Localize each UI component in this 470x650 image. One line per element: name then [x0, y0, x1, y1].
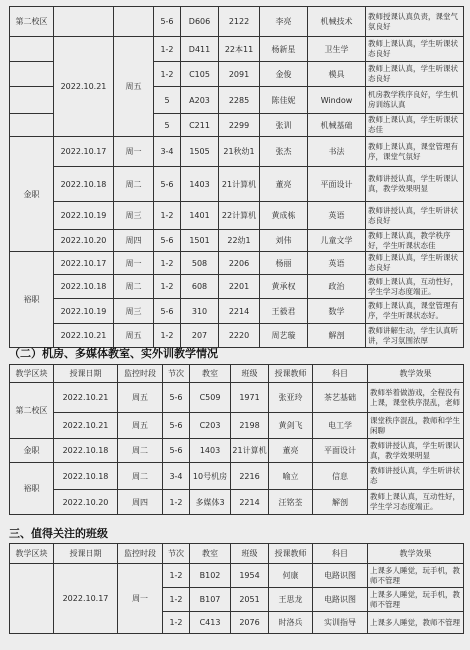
- teacher-cell: 周艺璇: [260, 324, 308, 348]
- column-header: 授课教师: [269, 544, 313, 564]
- room-cell: B107: [190, 588, 231, 612]
- room-cell: 1403: [181, 167, 219, 202]
- subject-cell: 模具: [308, 62, 366, 87]
- class-cell: 2091: [219, 62, 260, 87]
- effect-cell: 机房教学秩序良好，学生机房训练认真: [366, 87, 464, 114]
- period-cell: 1-2: [163, 612, 190, 634]
- subject-cell: 解剖: [313, 490, 368, 515]
- period-cell: 1-2: [154, 324, 181, 348]
- class-cell: 1971: [231, 383, 269, 413]
- class-cell: 2285: [219, 87, 260, 114]
- effect-cell: 课堂秩序混乱，教师和学生闲聊: [368, 413, 464, 439]
- campus-cell: 第二校区: [10, 7, 54, 37]
- table-row: [10, 167, 464, 202]
- period-cell: 5-6: [163, 383, 190, 413]
- table-row: [10, 463, 464, 490]
- room-cell: 多媒体3: [190, 490, 231, 515]
- class-cell: 2206: [219, 252, 260, 275]
- teacher-cell: 汪铭荃: [269, 490, 313, 515]
- slot-cell: 周五: [118, 383, 163, 413]
- subject-cell: 信息: [313, 463, 368, 490]
- date-cell: 2022.10.20: [54, 230, 114, 252]
- column-header: 教室: [190, 365, 231, 383]
- class-cell: 2201: [219, 275, 260, 299]
- teacher-cell: 董亮: [269, 439, 313, 463]
- room-cell: 207: [181, 324, 219, 348]
- effect-cell: 教师讲授认真，学生听讲状态良好: [366, 202, 464, 230]
- class-cell: 2214: [231, 490, 269, 515]
- subject-cell: 机械技术: [308, 7, 366, 37]
- slot-cell: [114, 7, 154, 37]
- lab-inspection-table: [9, 364, 464, 515]
- class-cell: 21秋幼1: [219, 137, 260, 167]
- column-header: 监控时段: [118, 365, 163, 383]
- room-cell: A203: [181, 87, 219, 114]
- room-cell: C211: [181, 114, 219, 137]
- class-cell: 2216: [231, 463, 269, 490]
- campus-cell: [10, 87, 54, 114]
- room-cell: C203: [190, 413, 231, 439]
- table-row: [10, 490, 464, 515]
- period-cell: 1-2: [154, 275, 181, 299]
- slot-cell: 周二: [118, 463, 163, 490]
- period-cell: 1-2: [154, 202, 181, 230]
- campus-cell: 第二校区: [10, 383, 54, 439]
- period-cell: 5: [154, 114, 181, 137]
- campus-cell: 金职: [10, 137, 54, 252]
- teacher-cell: 何康: [269, 564, 313, 588]
- subject-cell: 电路识图: [313, 588, 368, 612]
- period-cell: 5-6: [154, 230, 181, 252]
- teacher-cell: 张杰: [260, 137, 308, 167]
- slot-cell: 周四: [114, 230, 154, 252]
- subject-cell: 英语: [308, 202, 366, 230]
- effect-cell: 教师讲授认真，学生听课认真，教学效果明显: [366, 167, 464, 202]
- room-cell: 1505: [181, 137, 219, 167]
- campus-cell: [10, 114, 54, 137]
- period-cell: 1-2: [163, 564, 190, 588]
- date-cell: 2022.10.17: [54, 564, 118, 634]
- slot-cell: 周二: [114, 275, 154, 299]
- class-cell: 22计算机: [219, 202, 260, 230]
- slot-cell: 周三: [114, 299, 154, 324]
- slot-cell: 周五: [114, 324, 154, 348]
- effect-cell: 教师讲授认真，学生听课认真，教学效果明显: [368, 439, 464, 463]
- table-row: [10, 383, 464, 413]
- teacher-cell: 王毅君: [260, 299, 308, 324]
- room-cell: B102: [190, 564, 231, 588]
- table-row: [10, 202, 464, 230]
- room-cell: 310: [181, 299, 219, 324]
- table-row: [10, 37, 464, 62]
- subject-cell: 平面设计: [308, 167, 366, 202]
- date-cell: [54, 7, 114, 37]
- period-cell: 3-4: [154, 137, 181, 167]
- class-cell: 2122: [219, 7, 260, 37]
- room-cell: 508: [181, 252, 219, 275]
- effect-cell: 教师上课认真，学生听课状态良好: [366, 62, 464, 87]
- subject-cell: 书法: [308, 137, 366, 167]
- table-row: [10, 324, 464, 348]
- room-cell: 1501: [181, 230, 219, 252]
- subject-cell: 机械基础: [308, 114, 366, 137]
- teacher-cell: 黄剑飞: [269, 413, 313, 439]
- slot-cell: 周四: [118, 490, 163, 515]
- subject-cell: 政治: [308, 275, 366, 299]
- column-header: 科目: [313, 544, 368, 564]
- date-cell: 2022.10.17: [54, 252, 114, 275]
- effect-cell: 上课多人睡觉，玩手机，教师不管理: [368, 564, 464, 588]
- period-cell: 5-6: [154, 167, 181, 202]
- room-cell: 1401: [181, 202, 219, 230]
- subject-cell: Window: [308, 87, 366, 114]
- effect-cell: 教师授课认真负责，课堂气氛良好: [366, 7, 464, 37]
- date-cell: 2022.10.21: [54, 37, 114, 137]
- teacher-cell: 张亚玲: [269, 383, 313, 413]
- effect-cell: 教师上课认真，互动性好，学生学习态度端正。: [368, 490, 464, 515]
- room-cell: D411: [181, 37, 219, 62]
- slot-cell: 周二: [118, 439, 163, 463]
- slot-cell: 周二: [114, 167, 154, 202]
- period-cell: 1-2: [154, 62, 181, 87]
- teacher-cell: 刘伟: [260, 230, 308, 252]
- column-header: 节次: [163, 365, 190, 383]
- period-cell: 5: [154, 87, 181, 114]
- teacher-cell: 时洛兵: [269, 612, 313, 634]
- table-row: [10, 564, 464, 588]
- class-cell: 2198: [231, 413, 269, 439]
- column-header: 节次: [163, 544, 190, 564]
- subject-cell: 解剖: [308, 324, 366, 348]
- teacher-cell: 王思龙: [269, 588, 313, 612]
- column-header: 监控时段: [118, 544, 163, 564]
- date-cell: 2022.10.17: [54, 137, 114, 167]
- teacher-cell: 董亮: [260, 167, 308, 202]
- subject-cell: 英语: [308, 252, 366, 275]
- slot-cell: 周五: [114, 37, 154, 137]
- class-cell: 22幼1: [219, 230, 260, 252]
- table-row: [10, 7, 464, 37]
- teacher-cell: 李亮: [260, 7, 308, 37]
- effect-cell: 教师上课认真，互动性好，学生学习态度端正。: [366, 275, 464, 299]
- room-cell: C413: [190, 612, 231, 634]
- attention-classes-table: [9, 543, 464, 634]
- campus-cell: 金职: [10, 439, 54, 463]
- column-header: 班级: [231, 544, 269, 564]
- subject-cell: 茶艺基础: [313, 383, 368, 413]
- effect-cell: 上课多人睡觉，教师不管理: [368, 612, 464, 634]
- column-header: 教学区块: [10, 365, 54, 383]
- period-cell: 1-2: [163, 490, 190, 515]
- period-cell: 5-6: [154, 299, 181, 324]
- class-cell: 2076: [231, 612, 269, 634]
- section-title: （二）机房、多媒体教室、实外训教学情况: [9, 347, 218, 360]
- class-cell: 22本11: [219, 37, 260, 62]
- slot-cell: 周五: [118, 413, 163, 439]
- room-cell: 10号机房: [190, 463, 231, 490]
- table-header-row: [10, 365, 464, 383]
- table-row: [10, 275, 464, 299]
- class-cell: 2299: [219, 114, 260, 137]
- period-cell: 3-4: [163, 463, 190, 490]
- teacher-cell: 陈佳妮: [260, 87, 308, 114]
- campus-cell: [10, 564, 54, 634]
- subject-cell: 电工学: [313, 413, 368, 439]
- effect-cell: 教师讲解生动，学生认真听讲，学习氛围浓厚: [366, 324, 464, 348]
- period-cell: 1-2: [154, 37, 181, 62]
- teacher-cell: 张训: [260, 114, 308, 137]
- period-cell: 1-2: [154, 252, 181, 275]
- period-cell: 5-6: [154, 7, 181, 37]
- room-cell: C509: [190, 383, 231, 413]
- effect-cell: 教师讲授认真，学生听讲状态: [368, 463, 464, 490]
- date-cell: 2022.10.18: [54, 439, 118, 463]
- column-header: 授课日期: [54, 365, 118, 383]
- effect-cell: 教师上课认真，课堂管理有序，课堂气氛好: [366, 137, 464, 167]
- table-row: [10, 252, 464, 275]
- teacher-cell: 黄承权: [260, 275, 308, 299]
- date-cell: 2022.10.21: [54, 383, 118, 413]
- campus-cell: [10, 37, 54, 62]
- column-header: 教学区块: [10, 544, 54, 564]
- effect-cell: 教师上课认真，学生听课状态佳: [366, 114, 464, 137]
- table-header-row: [10, 544, 464, 564]
- class-cell: 2051: [231, 588, 269, 612]
- section-title: 三、值得关注的班级: [9, 527, 108, 540]
- class-cell: 21计算机: [219, 167, 260, 202]
- table-row: [10, 230, 464, 252]
- column-header: 教学效果: [368, 544, 464, 564]
- class-cell: 21计算机: [231, 439, 269, 463]
- teacher-cell: 杨丽: [260, 252, 308, 275]
- subject-cell: 卫生学: [308, 37, 366, 62]
- subject-cell: 平面设计: [313, 439, 368, 463]
- subject-cell: 实训指导: [313, 612, 368, 634]
- date-cell: 2022.10.19: [54, 299, 114, 324]
- table-row: [10, 413, 464, 439]
- campus-cell: 裕职: [10, 463, 54, 515]
- date-cell: 2022.10.18: [54, 275, 114, 299]
- teacher-cell: 杨新星: [260, 37, 308, 62]
- date-cell: 2022.10.18: [54, 167, 114, 202]
- effect-cell: 教师上课认真，学生听课状态良好: [366, 37, 464, 62]
- period-cell: 1-2: [163, 588, 190, 612]
- column-header: 科目: [313, 365, 368, 383]
- slot-cell: 周一: [118, 564, 163, 634]
- class-cell: 2214: [219, 299, 260, 324]
- classroom-inspection-table: [9, 6, 464, 348]
- effect-cell: 教师上课认真，课堂管理有序，学生听课状态好。: [366, 299, 464, 324]
- column-header: 教学效果: [368, 365, 464, 383]
- teacher-cell: 金俊: [260, 62, 308, 87]
- date-cell: 2022.10.20: [54, 490, 118, 515]
- subject-cell: 数学: [308, 299, 366, 324]
- teacher-cell: 黄成栋: [260, 202, 308, 230]
- campus-cell: [10, 62, 54, 87]
- slot-cell: 周一: [114, 252, 154, 275]
- effect-cell: 教师上课认真，学生听课状态良好: [366, 252, 464, 275]
- subject-cell: 电路识图: [313, 564, 368, 588]
- period-cell: 5-6: [163, 413, 190, 439]
- column-header: 授课教师: [269, 365, 313, 383]
- table-row: [10, 299, 464, 324]
- class-cell: 1954: [231, 564, 269, 588]
- column-header: 授课日期: [54, 544, 118, 564]
- room-cell: 1403: [190, 439, 231, 463]
- subject-cell: 儿童文学: [308, 230, 366, 252]
- effect-cell: 上课多人睡觉，玩手机，教师不管理: [368, 588, 464, 612]
- slot-cell: 周一: [114, 137, 154, 167]
- teacher-cell: 喻立: [269, 463, 313, 490]
- period-cell: 5-6: [163, 439, 190, 463]
- column-header: 教室: [190, 544, 231, 564]
- date-cell: 2022.10.21: [54, 324, 114, 348]
- table-row: [10, 137, 464, 167]
- campus-cell: 裕职: [10, 252, 54, 348]
- room-cell: 608: [181, 275, 219, 299]
- slot-cell: 周三: [114, 202, 154, 230]
- room-cell: C105: [181, 62, 219, 87]
- date-cell: 2022.10.19: [54, 202, 114, 230]
- column-header: 班级: [231, 365, 269, 383]
- effect-cell: 教师举着做游戏，全程没有上课，课堂秩序混乱，老师: [368, 383, 464, 413]
- room-cell: D606: [181, 7, 219, 37]
- date-cell: 2022.10.18: [54, 463, 118, 490]
- table-row: [10, 439, 464, 463]
- class-cell: 2220: [219, 324, 260, 348]
- date-cell: 2022.10.21: [54, 413, 118, 439]
- effect-cell: 教师上课认真，教学秩序好，学生听课状态佳: [366, 230, 464, 252]
